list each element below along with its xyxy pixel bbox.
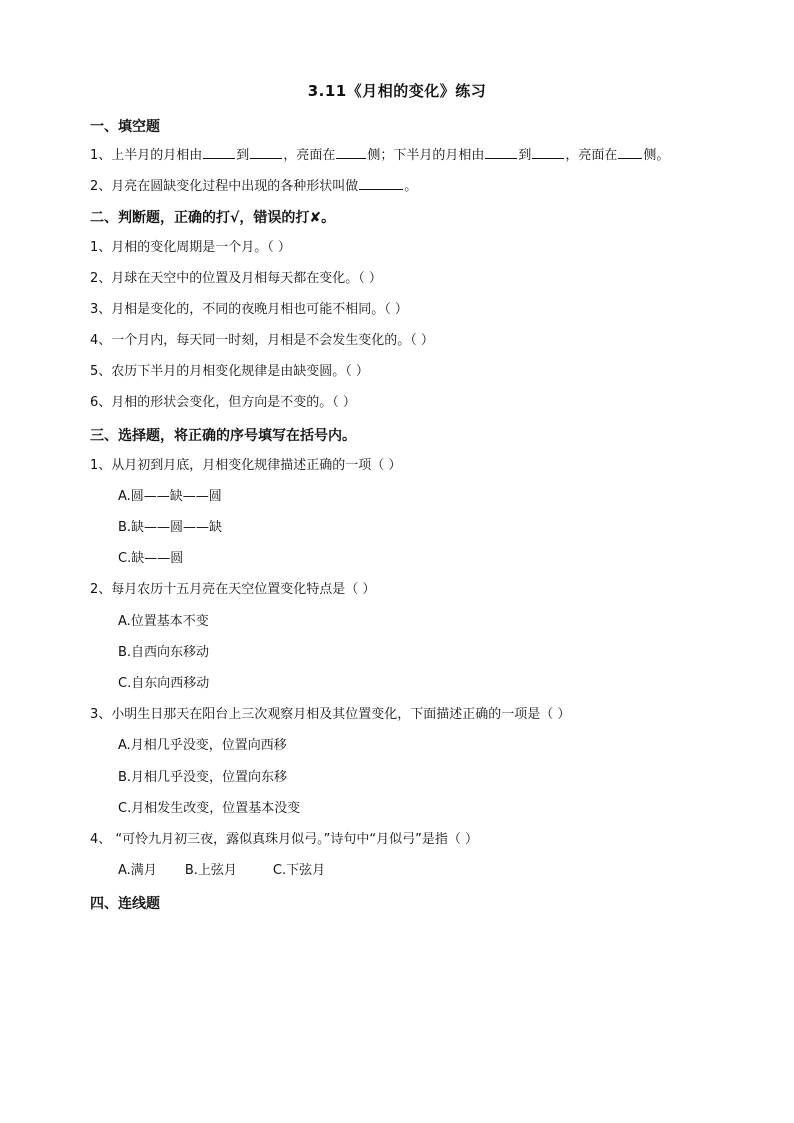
- choice-question-2[interactable]: 2、每月农历十五月亮在天空位置变化特点是（ ）: [90, 582, 376, 597]
- question-number: 2、: [90, 179, 112, 194]
- page-title: 3.11《月相的变化》练习: [307, 82, 487, 100]
- question-number: 6、: [90, 395, 112, 410]
- question-number: 1、: [90, 148, 112, 163]
- question-text[interactable]: 月相的变化周期是一个月。（ ）: [111, 240, 291, 255]
- answer-blank[interactable]: [618, 145, 642, 159]
- question-text: 。: [404, 179, 418, 194]
- choice-option-a[interactable]: A.满月: [118, 863, 157, 878]
- question-text[interactable]: 月相的形状会变化，但方向是不变的。（ ）: [111, 395, 356, 410]
- question-number: 5、: [90, 364, 112, 379]
- question-text: 到: [518, 148, 532, 163]
- question-text: 月亮在圆缺变化过程中出现的各种形状叫做: [111, 179, 359, 194]
- choice-option-a[interactable]: A.圆——缺——圆: [118, 489, 222, 504]
- question-text: 到: [236, 148, 250, 163]
- section-heading-multiple-choice: 三、选择题，将正确的序号填写在括号内。: [90, 428, 356, 444]
- answer-blank[interactable]: [485, 145, 517, 159]
- true-false-item: [90, 238, 291, 258]
- answer-blank[interactable]: [250, 145, 282, 159]
- question-text: ，亮面在: [565, 148, 618, 163]
- question-number: 2、: [90, 271, 112, 286]
- choice-question-3[interactable]: 3、小明生日那天在阳台上三次观察月相及其位置变化，下面描述正确的一项是（ ）: [90, 707, 571, 722]
- question-number: 4、: [90, 333, 112, 348]
- fill-blank-question-1: [90, 145, 669, 166]
- choice-option-c[interactable]: C.月相发生改变，位置基本没变: [118, 801, 301, 816]
- choice-option-b[interactable]: B.自西向东移动: [118, 645, 210, 660]
- question-number: 3、: [90, 302, 112, 317]
- choice-options-row: [118, 861, 325, 881]
- true-false-item: [90, 269, 382, 289]
- choice-option-b[interactable]: B.月相几乎没变，位置向东移: [118, 770, 288, 785]
- question-text[interactable]: 月相是变化的，不同的夜晚月相也可能不相同。（ ）: [111, 302, 408, 317]
- question-text[interactable]: 月球在天空中的位置及月相每天都在变化。（ ）: [111, 271, 382, 286]
- answer-blank[interactable]: [532, 145, 564, 159]
- true-false-item: [90, 300, 408, 320]
- section-heading-matching: 四、连线题: [90, 896, 160, 912]
- question-text: 侧。: [643, 148, 670, 163]
- question-text[interactable]: 农历下半月的月相变化规律是由缺变圆。（ ）: [111, 364, 369, 379]
- question-text: ，亮面在: [283, 148, 336, 163]
- choice-option-b[interactable]: B.缺——圆——缺: [118, 520, 223, 535]
- answer-blank[interactable]: [203, 145, 235, 159]
- question-text: 侧；下半月的月相由: [367, 148, 485, 163]
- true-false-item: [90, 331, 434, 351]
- choice-question-1[interactable]: 1、从月初到月底，月相变化规律描述正确的一项（ ）: [90, 458, 402, 473]
- true-false-item: [90, 393, 356, 413]
- section-heading-true-false: 二、判断题，正确的打√，错误的打✘。: [90, 210, 336, 226]
- true-false-item: [90, 362, 369, 382]
- choice-option-a[interactable]: A.月相几乎没变，位置向西移: [118, 738, 287, 753]
- answer-blank[interactable]: [336, 145, 366, 159]
- choice-option-c[interactable]: C.下弦月: [272, 863, 326, 878]
- question-text[interactable]: 一个月内，每天同一时刻，月相是不会发生变化的。（ ）: [111, 333, 434, 348]
- question-text: 上半月的月相由: [111, 148, 203, 163]
- section-heading-fill-blank: 一、填空题: [90, 119, 160, 135]
- answer-blank[interactable]: [359, 176, 403, 190]
- choice-option-c[interactable]: C.缺——圆: [118, 551, 184, 566]
- choice-option-a[interactable]: A.位置基本不变: [118, 614, 209, 629]
- question-number: 1、: [90, 240, 112, 255]
- choice-option-c[interactable]: C.自东向西移动: [118, 676, 210, 691]
- fill-blank-question-2: [90, 176, 417, 197]
- choice-option-b[interactable]: B.上弦月: [184, 863, 237, 878]
- choice-question-4[interactable]: 4、 “可怜九月初三夜，露似真珠月似弓。”诗句中“月似弓”是指（ ）: [90, 832, 478, 847]
